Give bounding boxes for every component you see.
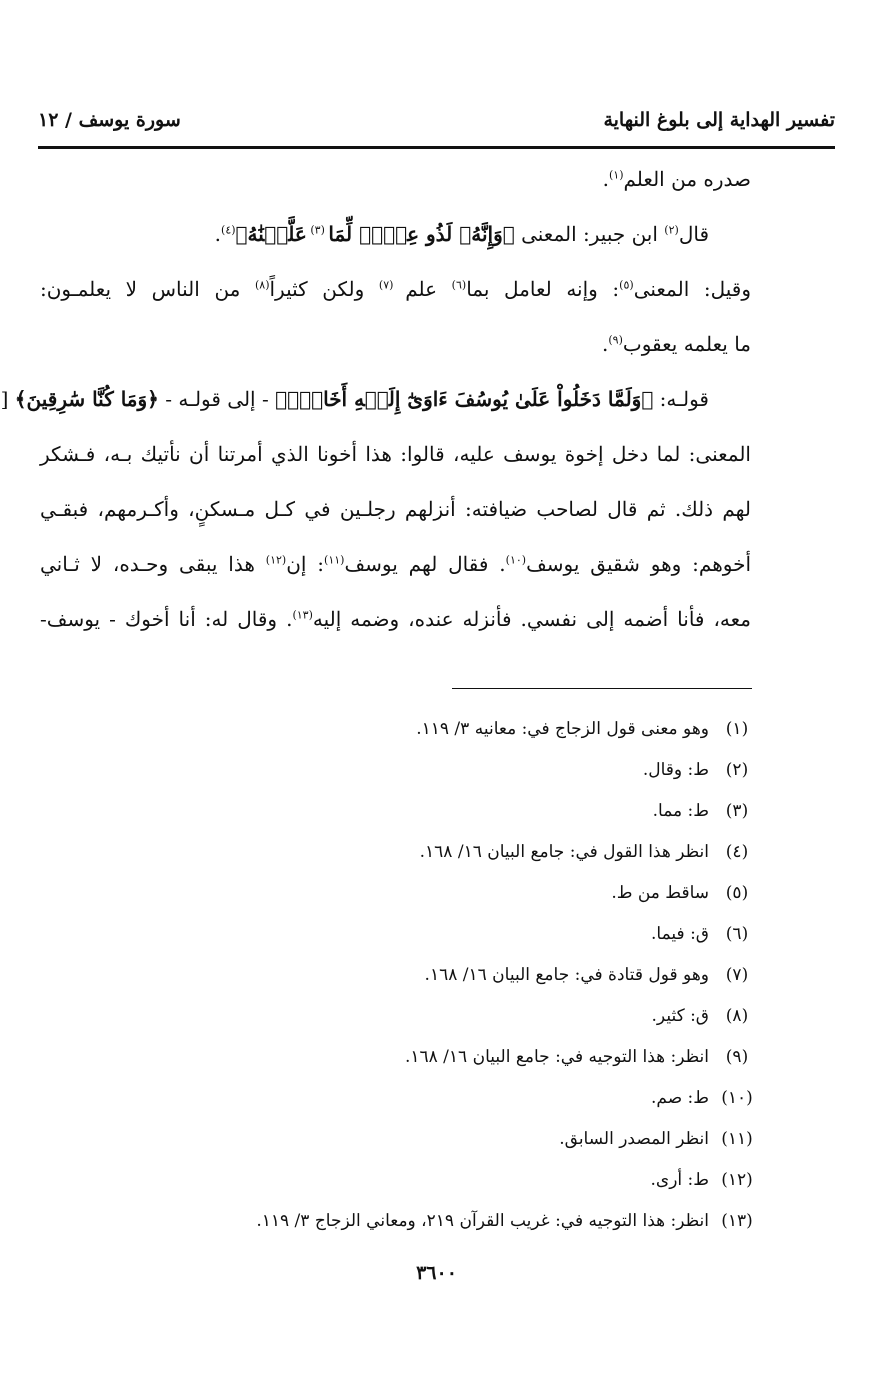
text-line-8: أخوهم: وهو شقيق يوسف$^{(١٠)}$. فقال لهم يوسف$^{(١١)}$: إن$^{(١٢)}$ هذا يبقى وحـده، لا ثـاني xyxy=(40,552,751,576)
footnote-number: (٨) xyxy=(725,1005,749,1026)
text-line-2: قال$^{(٢)}$ ابن جبير: المعنى ﴿وَإِنَّهُۥ لَذُو عِلۡمٖ لِّمَا $^{(٣)}$ عَلَّمۡنَٰهُ﴾$^{(٤)}$. xyxy=(214,222,709,246)
footnote-ref: (١٢) xyxy=(265,553,287,567)
quran-verse: ﴿وَإِنَّهُۥ لَذُو عِلۡمٖ لِّمَا xyxy=(328,222,515,246)
quran-verse: عَلَّمۡنَٰهُ﴾ xyxy=(235,222,307,246)
footnote-text: انظر: هذا التوجيه في: غريب القرآن ٢١٩، ومعاني الزجاج ٣/ ١١٩. xyxy=(256,1210,709,1231)
footnote-rule xyxy=(452,688,752,689)
text-line-6: المعنى: لما دخل إخوة يوسف عليه، قالوا: هذا أخونا الذي أمرتنا أن نأتيك بـه، فـشكر xyxy=(40,442,751,466)
quran-verse: ﴿وَلَمَّا دَخَلُواْ عَلَىٰ يُوسُفَ ءَاوَىٰٓ إِلَيۡهِ أَخَاهُۖ﴾ xyxy=(275,387,654,411)
footnote-text: ط: صم. xyxy=(650,1087,709,1108)
footnote-ref: (٨) xyxy=(254,278,270,292)
footnote-number: (٩) xyxy=(725,1046,749,1067)
footnote-ref: (٣) xyxy=(306,223,329,237)
footnote-text: ط: أرى. xyxy=(650,1169,709,1190)
text-line-1: صدره من العلم$^{(١)}$. xyxy=(602,167,751,191)
header-rule xyxy=(38,146,835,149)
footnote-text: وهو قول قتادة في: جامع البيان ١٦/ ١٦٨. xyxy=(424,964,709,985)
footnote xyxy=(40,913,759,954)
footnote-text: ق: فيما. xyxy=(651,923,709,944)
running-header xyxy=(38,106,835,134)
footnote-number: (٥) xyxy=(725,882,749,903)
main-text xyxy=(0,164,752,659)
quran-verse: ﴿وَمَا كُنَّا سَٰرِقِينَ﴾ xyxy=(14,387,159,411)
footnote xyxy=(40,1118,759,1159)
footnote-text: ساقط من ط. xyxy=(611,882,709,903)
footnote-ref: (١١) xyxy=(324,553,345,567)
footnote xyxy=(40,790,759,831)
footnote-text: وهو معنى قول الزجاج في: معانيه ٣/ ١١٩. xyxy=(416,718,709,739)
footnote xyxy=(40,1077,759,1118)
surah-label: سورة يوسف / ١٢ xyxy=(38,109,181,131)
footnote-number: (٢) xyxy=(725,759,749,780)
footnote-number: (١٣) xyxy=(721,1210,753,1231)
footnote-text: ط: وقال. xyxy=(642,759,709,780)
footnote-ref: (٧) xyxy=(378,278,406,292)
footnote xyxy=(40,1159,759,1200)
footnote-number: (١٠) xyxy=(721,1087,753,1108)
text-line-3: وقيل: المعنى$^{(٥)}$: وإنه لعامل بما$^{(٦)}$ علم $^{(٧)}$ ولكن كثيراً$^{(٨)}$ من الناس لا يعلمـون: xyxy=(40,277,751,301)
text-line-5: قولـه: ﴿وَلَمَّا دَخَلُواْ عَلَىٰ يُوسُفَ ءَاوَىٰٓ إِلَيۡهِ أَخَاهُۖ﴾ - إلى قولـه - ﴿وَمَا كُنَّا سَٰرِقِينَ﴾ [ xyxy=(40,384,751,439)
footnote-number: (١) xyxy=(725,718,749,739)
footnote xyxy=(40,1036,759,1077)
footnote xyxy=(40,872,759,913)
footnote-text: انظر: هذا التوجيه في: جامع البيان ١٦/ ١٦٨. xyxy=(404,1046,709,1067)
text-line-7: لهم ذلك. ثم قال لصاحب ضيافته: أنزلهم رجلـين في كـل مـسكنٍ، وأكـرمهم، فبقـي xyxy=(40,497,751,521)
footnote-ref: (٢) xyxy=(664,223,679,237)
footnote-number: (١٢) xyxy=(721,1169,753,1190)
footnote xyxy=(40,1200,759,1241)
footnote xyxy=(40,749,759,790)
footnote-number: (٣) xyxy=(725,800,749,821)
footnote-number: (٤) xyxy=(725,841,749,862)
footnote-text: انظر المصدر السابق. xyxy=(559,1128,709,1149)
footnote-ref: (٥) xyxy=(619,278,634,292)
footnote-ref: (٩) xyxy=(608,333,623,347)
footnote-ref: (١٣) xyxy=(292,608,313,622)
verse-range: [ xyxy=(0,387,9,411)
book-title: تفسير الهداية إلى بلوغ النهاية xyxy=(603,109,835,131)
text-line-9: معه، فأنا أضمه إلى نفسي. فأنزله عنده، وضمه إليه$^{(١٣)}$. وقال له: أنا أخوك - يوسف- xyxy=(40,607,752,631)
footnote xyxy=(40,831,759,872)
footnote-ref: (١٠) xyxy=(505,553,527,567)
footnote-number: (٦) xyxy=(725,923,749,944)
footnote-ref: (١) xyxy=(608,168,624,182)
footnote-text: ط: مما. xyxy=(652,800,709,821)
footnote-ref: (٤) xyxy=(221,223,236,237)
footnote-text: انظر هذا القول في: جامع البيان ١٦/ ١٦٨. xyxy=(419,841,709,862)
footnotes-list xyxy=(40,708,759,1241)
footnote-ref: (٦) xyxy=(451,278,467,292)
footnote xyxy=(40,708,759,749)
text-line-4: ما يعلمه يعقوب$^{(٩)}$. xyxy=(601,332,751,356)
footnote-number: (٧) xyxy=(725,964,749,985)
footnote-number: (١١) xyxy=(721,1128,753,1149)
footnote-text: ق: كثير. xyxy=(651,1005,709,1026)
footnote xyxy=(40,995,759,1036)
page-number: ٣٦٠٠ xyxy=(416,1262,457,1284)
footnote xyxy=(40,954,759,995)
